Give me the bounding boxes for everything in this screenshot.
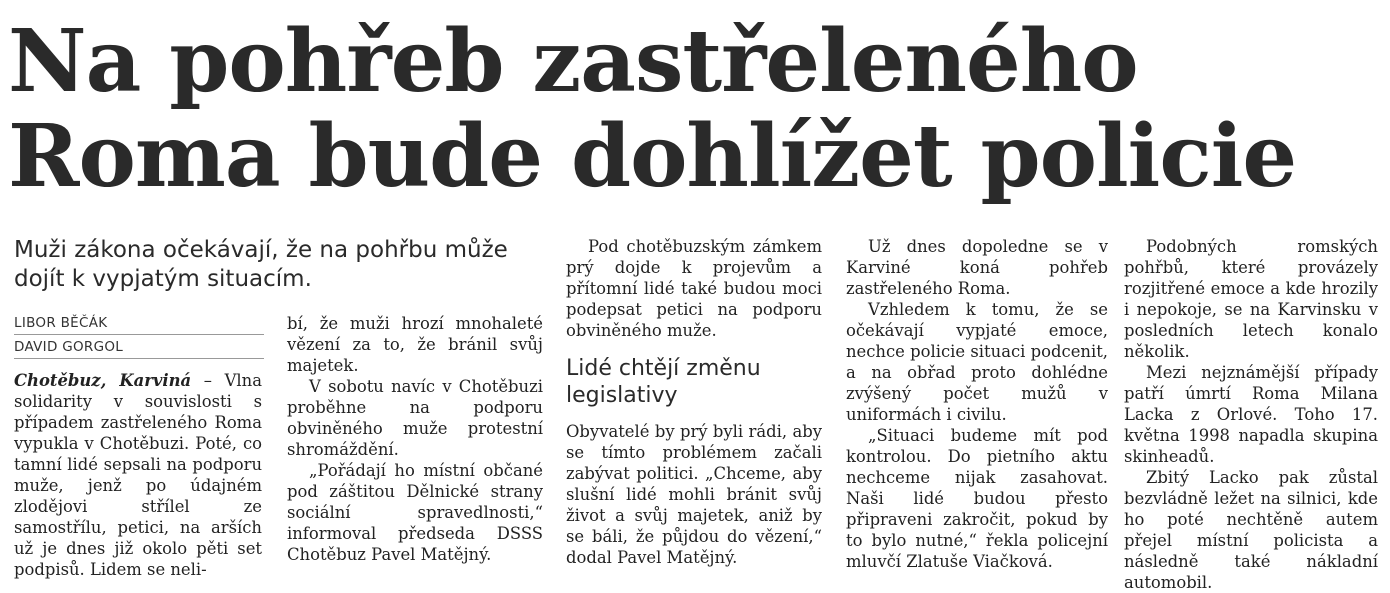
column-3-paragraph-2: Obyvatelé by prý byli rádi, aby se tímto problémem začali zabývat politici. „Chceme, aby slušní lidé mohli bránit svůj život a svůj majetek, aniž by se báli, že půjdou do vězení,“ dodal Pavel Matějný. [566, 422, 822, 567]
column-1-text: – Vlna solidarity v souvislosti s případem zastřeleného Roma vypukla v Chotěbuzi. Poté, co tamní lidé sepsali na podporu muže, jenž po údajném zlodějovi střílel ze samostřílu, petici, na arších už je dnes již okolo pěti set podpisů. Lidem se neli- [14, 371, 262, 579]
column-4-paragraph-2: Vzhledem k tomu, že se očekávají vypjaté emoce, nechce policie situaci podcenit, a na obřad proto dohlédne zvýšený počet mužů v uniformách i civilu. [846, 300, 1108, 424]
column-5-paragraph-2: Mezi nejznámější případy patří úmrtí Roma Milana Lacka z Orlové. Toho 17. května 1998 napadla skupina skinheadů. [1124, 363, 1378, 466]
column-2-paragraph-3: „Pořádají ho místní občané pod záštitou Dělnické strany sociální spravedlnosti,“ informoval předseda DSSS Chotěbuz Pavel Matějný. [287, 461, 543, 564]
lead-paragraph: Muži zákona očekávají, že na pohřbu může dojít k vypjatým situacím. [14, 237, 508, 292]
column-4 [846, 236, 1108, 572]
column-2-paragraph-2: V sobotu navíc v Chotěbuzi proběhne na podporu obviněného muže protestní shromáždění. [287, 377, 543, 459]
column-1 [14, 370, 262, 580]
column-1-paragraph-1 [14, 370, 262, 580]
subheading: Lidé chtějí změnu legislativy [566, 356, 761, 408]
author-2: DAVID GORGOL [14, 337, 264, 359]
headline-line-1: Na pohřeb zastřeleného [8, 11, 1138, 112]
column-3-paragraph-1: Pod chotěbuzským zámkem prý dojde k projevům a přítomní lidé také budou moci podepsat petici na podporu obviněného muže. [566, 237, 822, 340]
column-2-paragraph-1: bí, že muži hrozí mnohaleté vězení za to, že bránil svůj majetek. [287, 314, 543, 375]
column-4-paragraph-1: Už dnes dopoledne se v Karviné koná pohřeb zastřeleného Roma. [846, 237, 1108, 298]
column-5-paragraph-3: Zbitý Lacko pak zůstal bezvládně ležet na silnici, kde ho poté nechtěně autem přejel místní policista a následně také nákladní automobil. [1124, 468, 1378, 592]
byline [14, 313, 264, 361]
column-3 [566, 236, 822, 568]
column-5 [1124, 236, 1378, 593]
column-5-paragraph-1: Podobných romských pohřbů, které provázely rozjitřené emoce a kde hrozily i nepokoje, se na Karvinsku v posledních letech konalo několik. [1124, 237, 1378, 361]
column-2 [287, 313, 543, 565]
column-4-paragraph-3: „Situaci budeme mít pod kontrolou. Do pietního aktu nechceme nijak zasahovat. Naši lidé budou přesto připraveni zakročit, pokud by to bylo nutné,“ řekla policejní mluvčí Zlatuše Viačková. [846, 426, 1108, 571]
headline [8, 11, 1378, 207]
headline-line-2: Roma bude dohlížet policie [8, 106, 1297, 207]
author-1: LIBOR BĚČÁK [14, 313, 264, 335]
dateline: Chotěbuz, Karviná [14, 371, 192, 390]
